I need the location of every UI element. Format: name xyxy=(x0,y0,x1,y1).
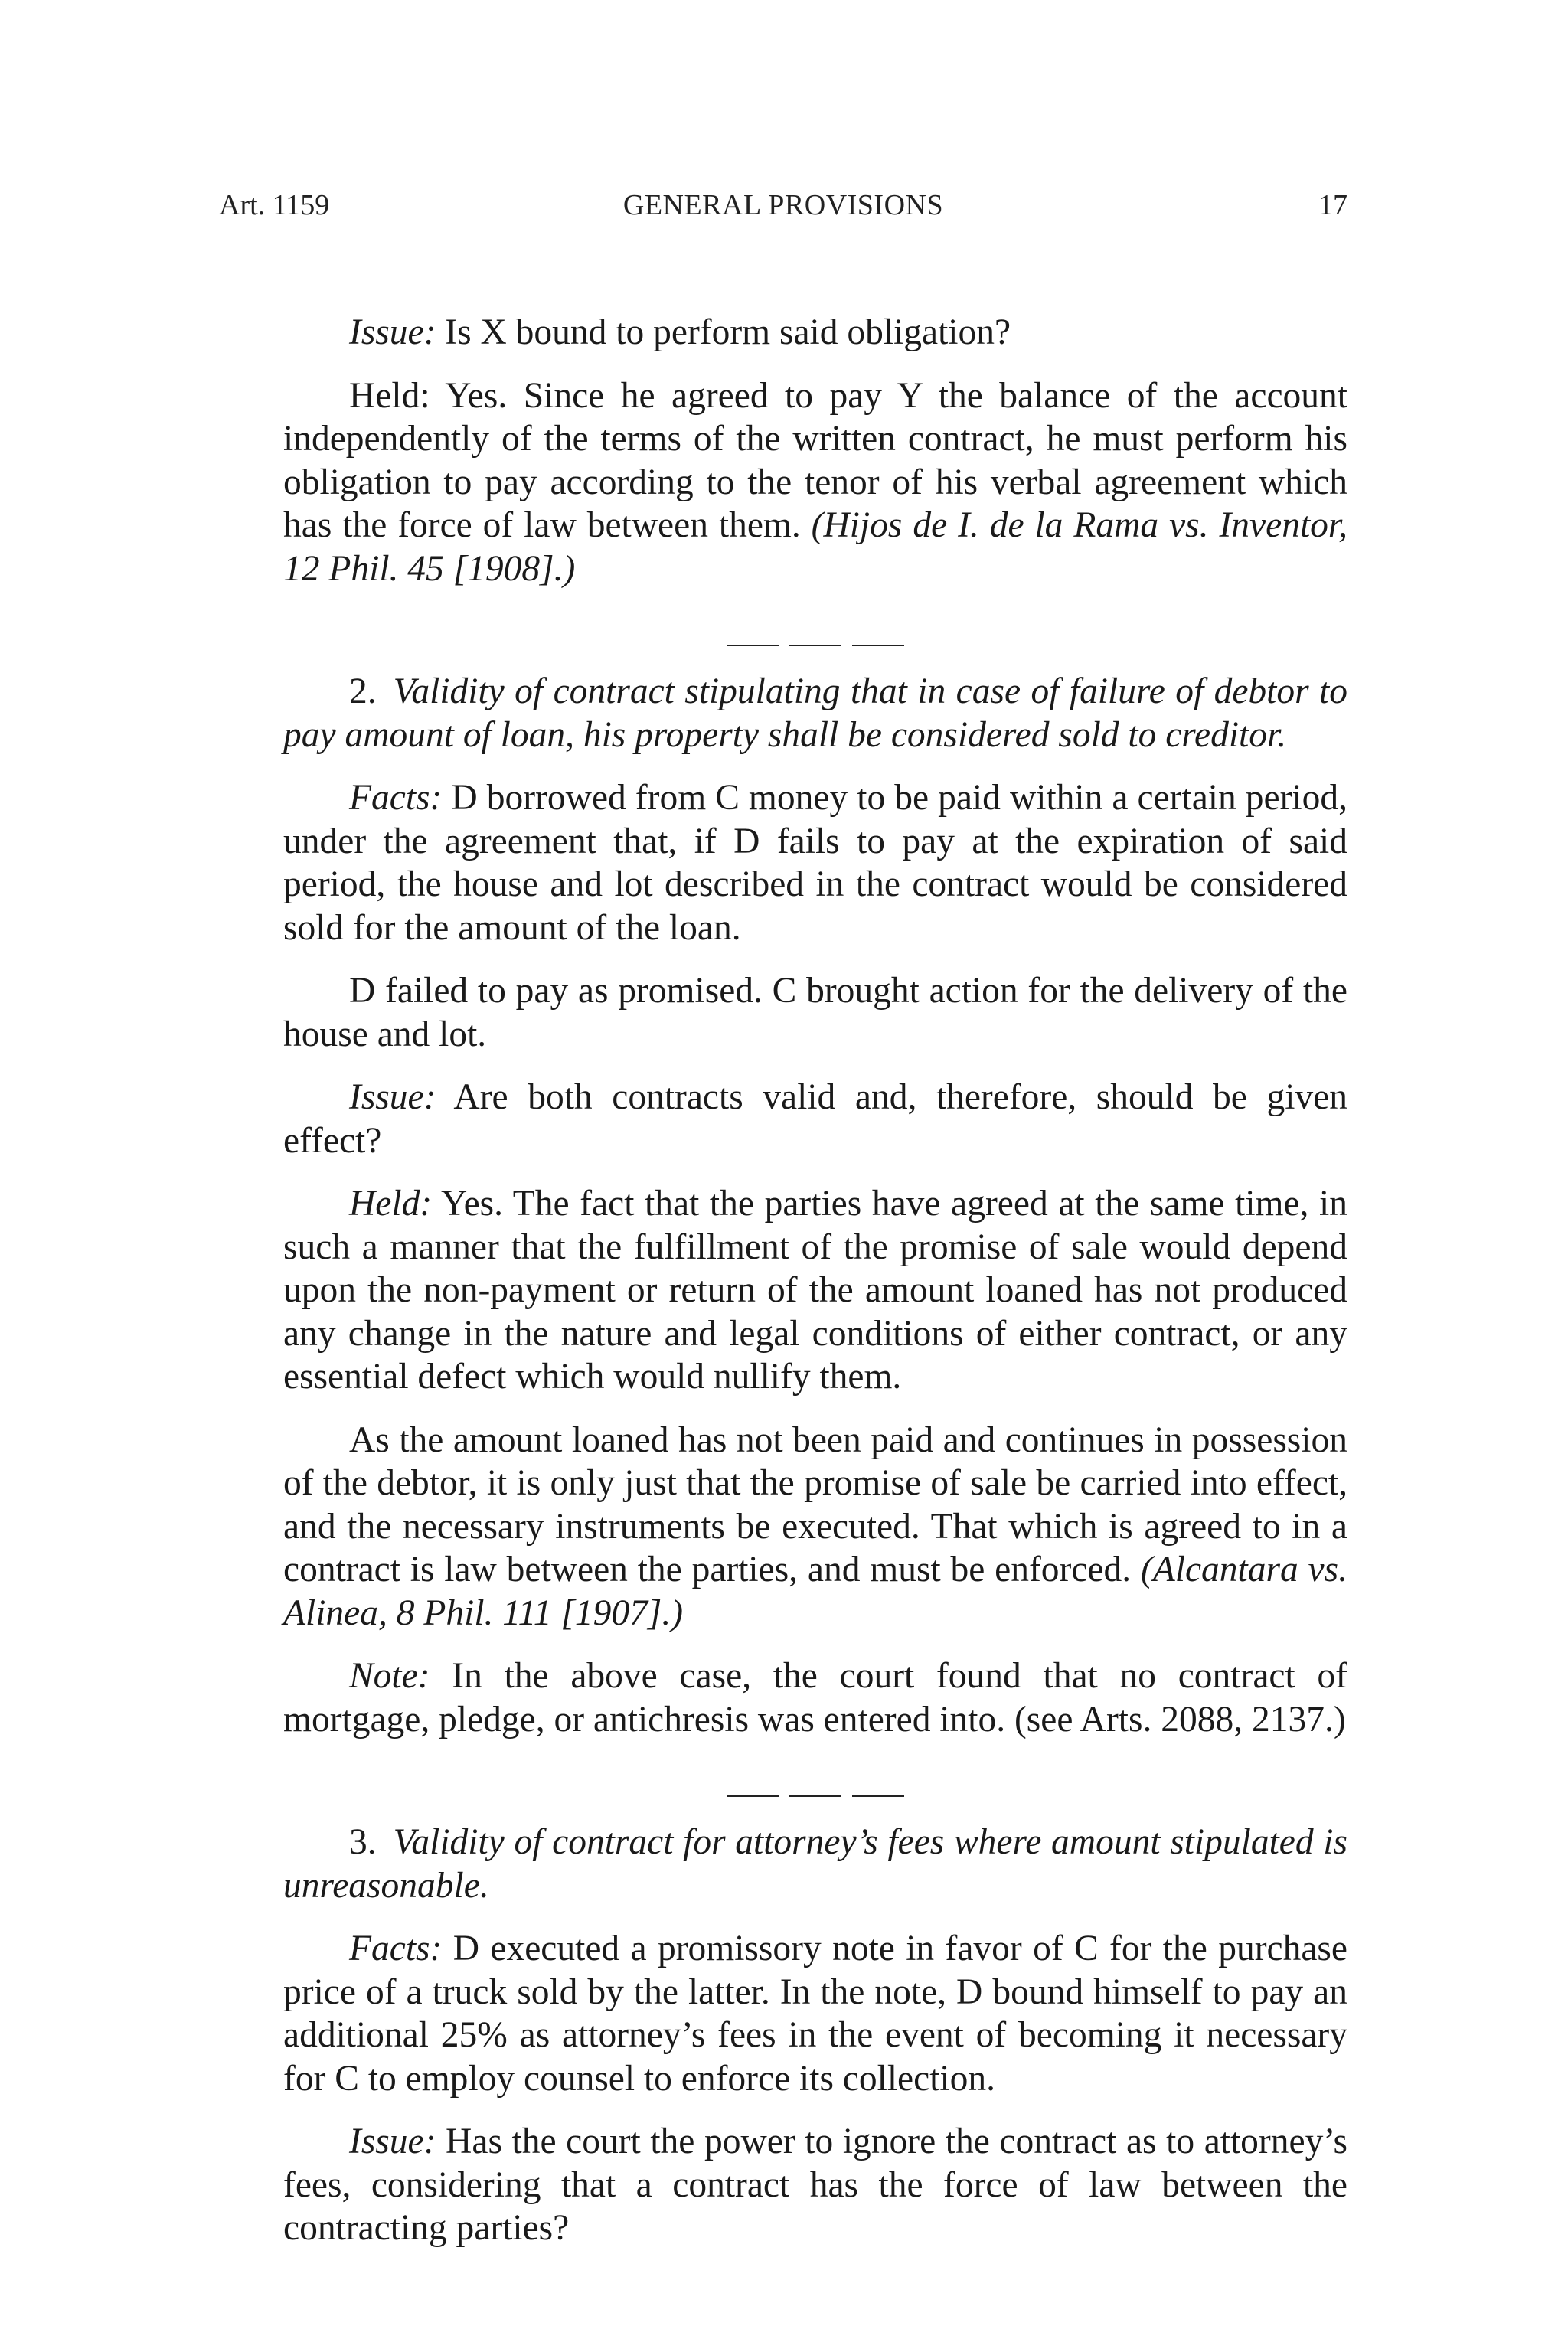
separator-dash xyxy=(852,645,904,646)
section-separator xyxy=(283,1753,1348,1807)
held-text: Held: Yes. Since he agreed to pay Y the balance of the account independently of the terms of the written contract, he must perform his obligation to pay according to the tenor of his verbal agreement which has the force of law between them. xyxy=(283,375,1348,545)
facts-paragraph xyxy=(283,1927,1348,2100)
note-paragraph xyxy=(283,1655,1348,1741)
section-separator xyxy=(283,603,1348,656)
held-text: As the amount loaned has not been paid and continues in possession of the debtor, it is only just that the promise of sale be carried into effect, and the necessary instruments be executed. That which is agreed to in a contract is law between the parties, and must be enforced. xyxy=(283,1419,1348,1589)
case-heading xyxy=(283,1821,1348,1907)
facts-paragraph xyxy=(283,776,1348,949)
case-heading xyxy=(283,670,1348,756)
held-paragraph-2 xyxy=(283,1419,1348,1635)
page-body xyxy=(283,311,1348,2250)
case-title: Validity of contract for attorney’s fees where amount stipulated is unreasonable. xyxy=(283,1822,1348,1906)
facts-text: D executed a promissory note in favor of C for the purchase price of a truck sold by the latter. In the note, D bound himself to pay an additional 25% as attorney’s fees in the event of becoming it necessary for C to employ counsel to enforce its collection. xyxy=(283,1929,1348,2099)
facts-label: Facts: xyxy=(349,1929,443,1968)
issue-label: Issue: xyxy=(349,312,436,352)
separator-dash xyxy=(727,1795,779,1797)
issue-text: Has the court the power to ignore the contract as to attorney’s fees, considering that a contract has the force of law between the contracting parties? xyxy=(283,2122,1348,2248)
issue-text: Are both contracts valid and, therefore, should be given effect? xyxy=(283,1077,1348,1161)
case-title: Validity of contract stipulating that in case of failure of debtor to pay amount of loan, his property shall be considered sold to creditor. xyxy=(283,671,1348,755)
separator-dash xyxy=(852,1795,904,1797)
header-article: Art. 1159 xyxy=(219,189,330,221)
header-title: GENERAL PROVISIONS xyxy=(622,189,944,221)
separator-dash xyxy=(789,645,841,646)
facts-paragraph-2: D failed to pay as promised. C brought action for the delivery of the house and lot. xyxy=(283,971,1348,1054)
issue-text: Is X bound to perform said obligation? xyxy=(436,312,1011,352)
separator-dash xyxy=(789,1795,841,1797)
issue-paragraph xyxy=(283,311,1348,354)
held-citation: (Alcantara vs. Alinea, 8 Phil. 111 [1907].) xyxy=(283,1550,1348,1633)
facts-text: D borrowed from C money to be paid within a certain period, under the agreement that, if D fails to pay at the expiration of said period, the house and lot described in the contract would be considered sold for the amount of the loan. xyxy=(283,778,1348,948)
note-text: In the above case, the court found that no contract of mortgage, pledge, or antichresis was entered into. (see Arts. 2088, 2137.) xyxy=(283,1656,1348,1740)
separator-dash xyxy=(727,645,779,646)
page-number: 17 xyxy=(1318,189,1348,221)
issue-paragraph xyxy=(283,1076,1348,1162)
held-label: Held: xyxy=(349,1184,433,1223)
issue-label: Issue: xyxy=(349,2122,436,2161)
issue-label: Issue: xyxy=(349,1077,436,1117)
held-citation: (Hijos de I. de la Rama vs. Inventor, 12 Phil. 45 [1908].) xyxy=(283,505,1348,589)
held-paragraph xyxy=(283,1182,1348,1399)
note-label: Note: xyxy=(349,1656,430,1696)
running-header xyxy=(219,182,1348,228)
facts-label: Facts: xyxy=(349,778,443,818)
case-number: 2. xyxy=(349,671,377,711)
held-paragraph xyxy=(283,374,1348,591)
case-number: 3. xyxy=(349,1822,377,1862)
held-text: Yes. The fact that the parties have agreed at the same time, in such a manner that the fulfillment of the promise of sale would depend upon the non-payment or return of the amount loaned has not produced any change in the nature and legal conditions of either contract, or any essential defect which would nullify them. xyxy=(283,1184,1348,1396)
issue-paragraph xyxy=(283,2120,1348,2250)
